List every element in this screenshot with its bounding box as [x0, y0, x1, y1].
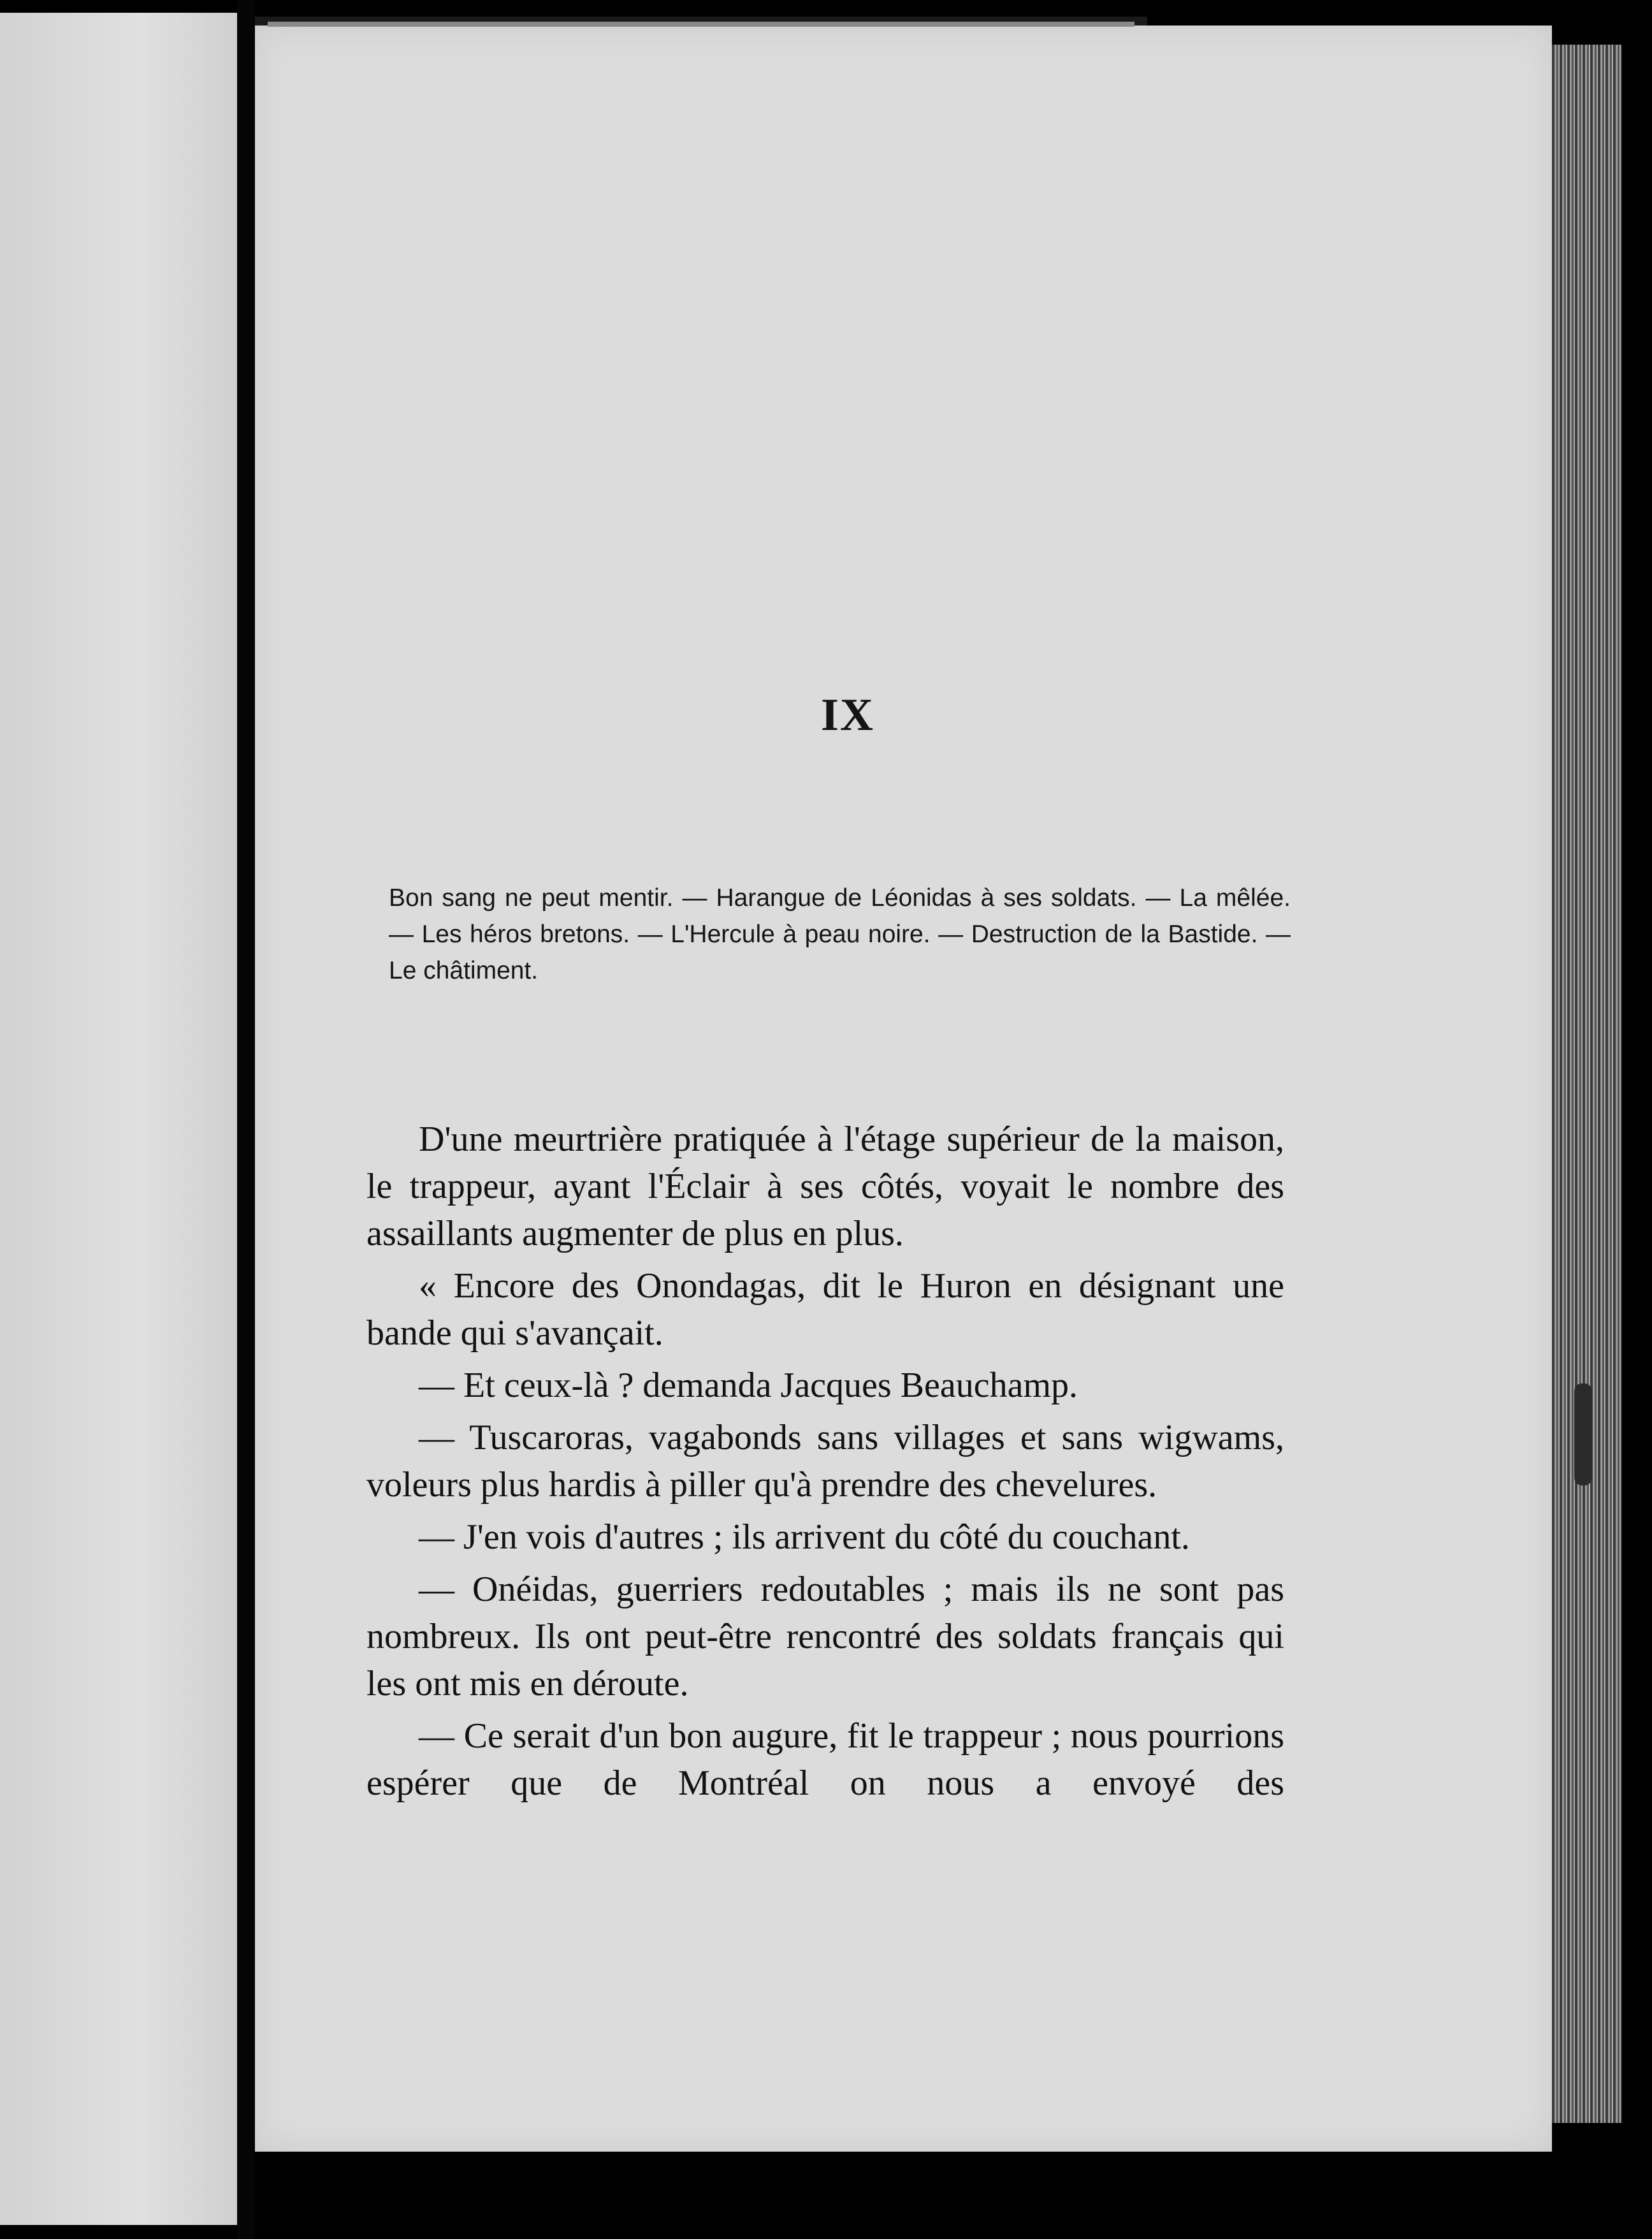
- paragraph: D'une meurtrière pratiquée à l'étage supérieur de la maison, le trappeur, ayant l'Éclair à ses côtés, voyait le nombre des assaillants augmenter de plus en plus.: [366, 1120, 1284, 1253]
- left-facing-page: [0, 13, 237, 2225]
- paragraph: — Tuscaroras, vagabonds sans villages et sans wigwams, voleurs plus hardis à piller qu'à prendre des chevelures.: [366, 1418, 1284, 1505]
- chapter-summary: Bon sang ne peut mentir. — Harangue de Léonidas à ses soldats. — La mêlée. — Les héros bretons. — L'Hercule à peau noire. — Destruction de la Bastide. — Le châtiment.: [389, 884, 1291, 984]
- top-edge-highlight: [268, 22, 1134, 27]
- book-gutter: [237, 0, 255, 2239]
- paragraph: — J'en vois d'autres ; ils arrivent du côté du couchant.: [419, 1517, 1190, 1557]
- paragraph: — Ce serait d'un bon augure, fit le trappeur ; nous pourrions espérer que de Montréal on nous a envoyé des: [366, 1716, 1284, 1803]
- page-edges: [1552, 45, 1622, 2123]
- paragraph: — Et ceux-là ? demanda Jacques Beauchamp.: [419, 1366, 1078, 1405]
- body-text: [366, 1116, 1284, 1812]
- paragraph: « Encore des Onondagas, dit le Huron en désignant une bande qui s'avançait.: [366, 1266, 1284, 1353]
- book-page: [255, 26, 1552, 2152]
- page-edge-tab: [1574, 1383, 1592, 1485]
- chapter-number: IX: [820, 689, 874, 740]
- paragraph: — Onéidas, guerriers redoutables ; mais ils ne sont pas nombreux. Ils ont peut-être rencontré des soldats français qui les ont mis en déroute.: [366, 1570, 1284, 1703]
